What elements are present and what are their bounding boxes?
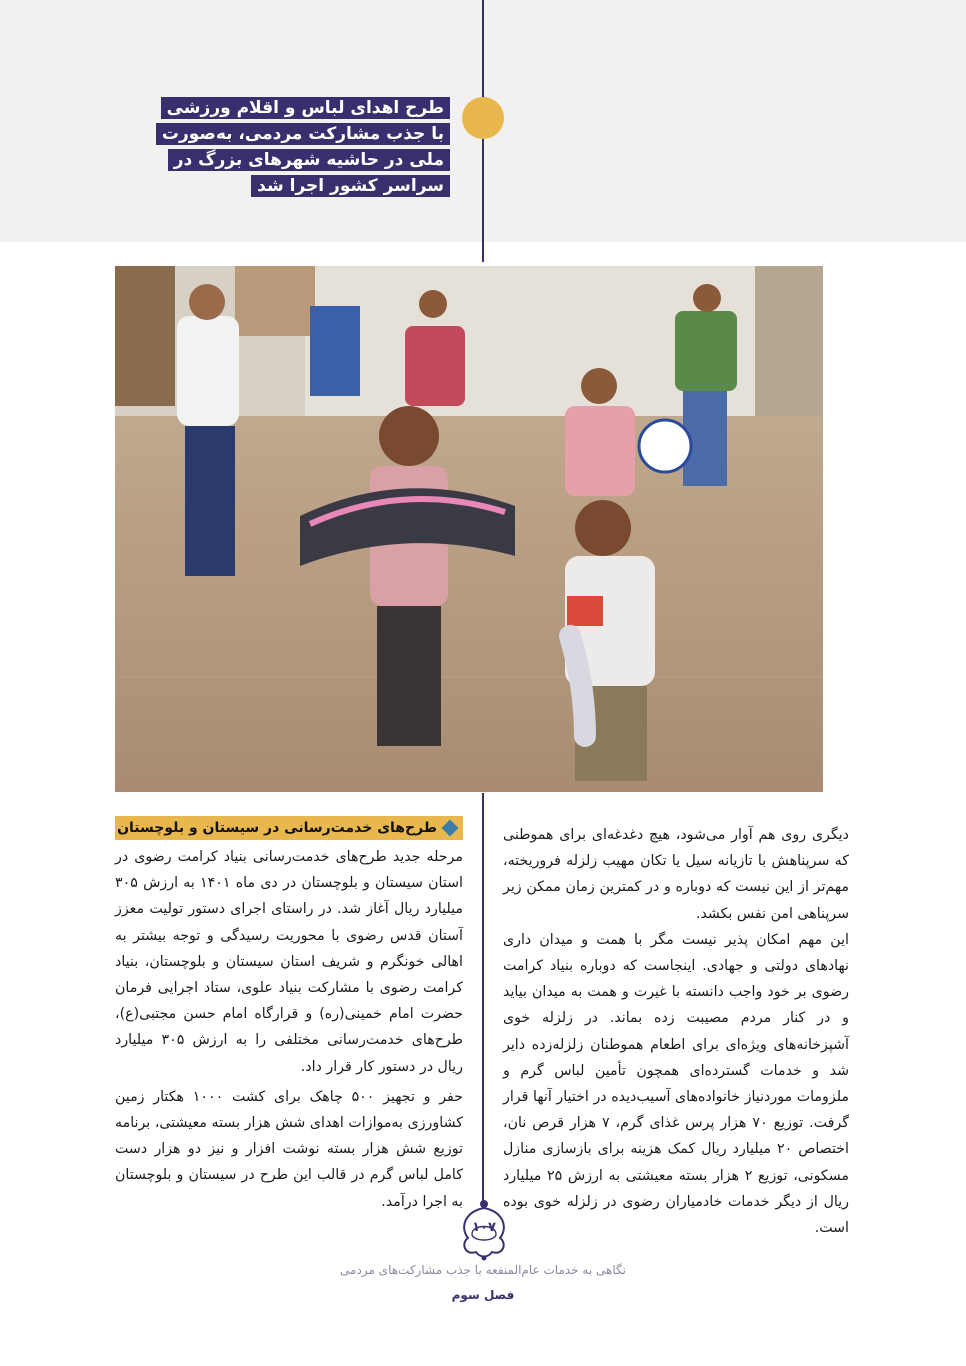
section-heading xyxy=(115,816,463,840)
footer-subtitle: نگاهی به خدمات عام‌المنفعه با جذب مشارکت‌های مردمی xyxy=(340,1263,626,1277)
right-paragraph-1: دیگری روی هم آوار می‌شود، هیچ دغدغه‌ای برای هموطنی که سرپناهش با تازیانه سیل یا تکان مهیب زلزله فروریخته، مهم‌تر از این نیست که دوباره و در کمترین زمان ممکن زیر سرپناهی امن نفس بکشد. xyxy=(503,827,849,922)
right-paragraph-2: این مهم امکان پذیر نیست مگر با همت و میدان داری نهادهای دولتی و جهادی. اینجاست که دوباره بنیاد کرامت رضوی بر خود واجب دانسته با غیرت و همت به میدان بیاید و در کنار مردم مصیبت زده بماند. در زلزله خوی آشپزخانه‌های ویژه‌ای برای اطعام هموطنان زلزله‌زده دایر شد و خدمات گسترده‌ای همچون تأمین لباس گرم و ملزومات موردنیاز خانواده‌های آسیب‌دیده در اختیار آنها قرار گرفت. توزیع ۷۰ هزار پرس غذای گرم، ۷ هزار قرص نان، اختصاص ۲۰ میلیارد ریال کمک هزینه برای بازسازی منازل مسکونی، توزیع ۲ هزار بسته معیشتی به ارزش ۲۵ میلیارد ریال از دیگر خدمات خادمیاران رضوی در زلزله خوی بوده است. xyxy=(503,931,849,1237)
page-number: ۱۰۷ xyxy=(472,1220,496,1235)
left-paragraph-1: مرحله جدید طرح‌های خدمت‌رسانی بنیاد کرامت رضوی در استان سیستان و بلوچستان در دی ماه ۱۴۰۱ به ارزش ۳۰۵ میلیارد ریال آغاز شد. در راستای اجرای دستور تولیت معزز آستان قدس رضوی با محوریت رسیدگی و توجه بیشتر به اهالی خونگرم و شریف استان سیستان و بلوچستان، بنیاد کرامت رضوی با مشارکت بنیاد علوی، ستاد اجرایی فرمان حضرت امام خمینی(ره) و قرارگاه امام حسن مجتبی(ع)، طرح‌های خدمت‌رسانی مختلفی را به ارزش ۳۰۵ میلیارد ریال در دستور کار قرار داد. xyxy=(115,849,463,1075)
headline xyxy=(160,95,450,199)
section-title: طرح‌های خدمت‌رسانی در سیستان و بلوچستان xyxy=(117,820,437,836)
left-paragraph-2: حفر و تجهیز ۵۰۰ چاهک برای کشت ۱۰۰۰ هکتار زمین کشاورزی به‌موازات اهدای شش هزار بسته معیشتی، برنامه توزیع شش هزار بسته نوشت افزار و نیز دو هزار دست کامل لباس گرم در قالب این طرح در سیستان و بلوچستان به اجرا درآمد. xyxy=(115,1088,463,1210)
headline-dot xyxy=(462,97,504,139)
center-divider-bottom xyxy=(482,793,484,1208)
headline-text: طرح اهدای لباس و اقلام ورزشی با جذب مشارکت مردمی، به‌صورت ملی در حاشیه شهرهای بزرگ در سراسر کشور اجرا شد xyxy=(156,97,450,197)
right-column xyxy=(503,822,849,1241)
left-column xyxy=(115,816,463,1215)
photo-children-with-gifts xyxy=(115,266,823,792)
footer-chapter: فصل سوم xyxy=(451,1288,515,1302)
photo-illustration xyxy=(115,266,823,792)
section-diamond-icon xyxy=(442,820,459,837)
